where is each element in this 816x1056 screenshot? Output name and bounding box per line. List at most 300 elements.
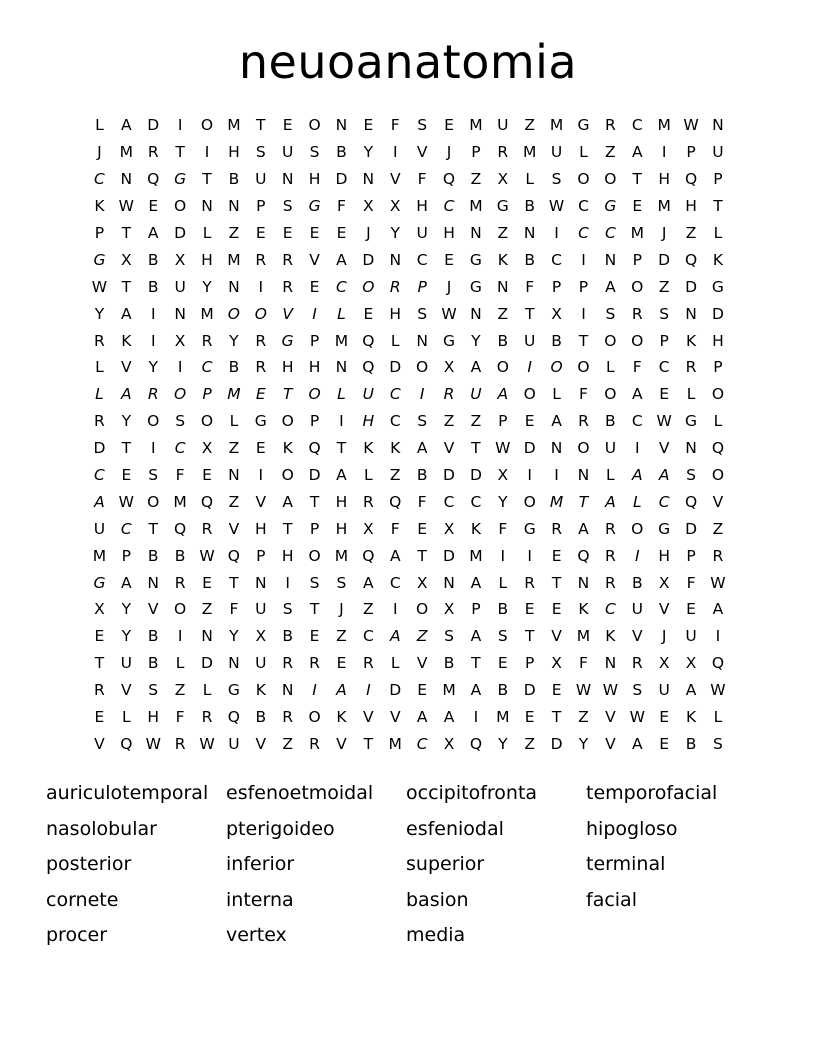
grid-letter[interactable]: F	[417, 492, 427, 511]
grid-letter[interactable]: X	[497, 466, 509, 485]
word-list-item[interactable]: esfenoetmoidal	[226, 782, 374, 804]
grid-letter[interactable]: O	[604, 170, 617, 189]
grid-letter[interactable]: E	[282, 116, 293, 135]
grid-letter[interactable]: N	[120, 170, 133, 189]
grid-letter[interactable]: H	[308, 358, 321, 377]
grid-letter[interactable]: Q	[147, 170, 160, 189]
grid-letter[interactable]: O	[523, 492, 536, 511]
grid-letter[interactable]: W	[548, 197, 565, 216]
grid-letter[interactable]: E	[255, 439, 266, 458]
grid-letter[interactable]: H	[416, 197, 428, 216]
grid-letter[interactable]: A	[121, 304, 132, 323]
grid-letter[interactable]: N	[604, 654, 617, 673]
grid-letter[interactable]: A	[363, 573, 374, 592]
grid-letter[interactable]: U	[550, 143, 563, 162]
grid-letter[interactable]: V	[658, 439, 670, 458]
grid-letter[interactable]: P	[309, 331, 320, 350]
grid-letter[interactable]: X	[658, 573, 670, 592]
grid-letter[interactable]: E	[659, 708, 670, 727]
grid-letter[interactable]: P	[309, 519, 320, 538]
grid-letter[interactable]: W	[575, 681, 592, 700]
grid-letter[interactable]: A	[497, 385, 509, 404]
grid-letter[interactable]: T	[471, 439, 481, 458]
grid-letter[interactable]: V	[605, 734, 616, 753]
grid-letter[interactable]: X	[389, 197, 401, 216]
grid-letter[interactable]: R	[685, 358, 697, 377]
grid-letter[interactable]: Q	[442, 170, 456, 189]
grid-letter[interactable]: F	[498, 519, 508, 538]
grid-letter[interactable]: N	[685, 304, 697, 323]
grid-letter[interactable]: V	[389, 170, 401, 189]
grid-letter[interactable]: T	[148, 519, 158, 538]
grid-letter[interactable]: I	[150, 331, 156, 350]
grid-letter[interactable]: X	[443, 519, 455, 538]
grid-letter[interactable]: S	[336, 573, 347, 592]
grid-letter[interactable]: D	[685, 519, 697, 538]
grid-letter[interactable]: O	[308, 385, 321, 404]
grid-letter[interactable]: P	[686, 546, 696, 565]
grid-letter[interactable]: Q	[120, 734, 133, 753]
grid-letter[interactable]: G	[523, 519, 536, 538]
grid-letter[interactable]: H	[685, 197, 697, 216]
grid-letter[interactable]: Q	[362, 358, 375, 377]
grid-letter[interactable]: A	[631, 385, 643, 404]
grid-letter[interactable]: R	[551, 519, 562, 538]
grid-letter[interactable]: H	[281, 358, 294, 377]
grid-letter[interactable]: B	[336, 143, 347, 162]
grid-letter[interactable]: N	[550, 439, 563, 458]
grid-letter[interactable]: B	[524, 250, 536, 269]
grid-letter[interactable]: R	[362, 492, 374, 511]
grid-letter[interactable]: N	[577, 466, 590, 485]
grid-letter[interactable]: R	[497, 143, 509, 162]
grid-letter[interactable]: E	[94, 627, 105, 646]
grid-letter[interactable]: I	[581, 250, 586, 269]
grid-letter[interactable]: I	[258, 277, 264, 296]
grid-letter[interactable]: P	[202, 385, 212, 404]
grid-letter[interactable]: R	[201, 331, 213, 350]
grid-letter[interactable]: R	[255, 250, 267, 269]
grid-letter[interactable]: A	[631, 466, 643, 485]
grid-letter[interactable]: Z	[658, 277, 670, 296]
grid-letter[interactable]: C	[362, 627, 374, 646]
grid-letter[interactable]: I	[554, 224, 559, 242]
grid-letter[interactable]: I	[339, 412, 344, 431]
grid-letter[interactable]: A	[336, 466, 347, 485]
grid-letter[interactable]: Z	[282, 734, 293, 753]
grid-letter[interactable]: A	[389, 627, 401, 646]
grid-letter[interactable]: B	[416, 466, 428, 485]
grid-letter[interactable]: I	[527, 546, 532, 565]
grid-letter[interactable]: O	[281, 466, 294, 485]
grid-letter[interactable]: Q	[684, 492, 698, 511]
grid-letter[interactable]: W	[118, 197, 134, 216]
grid-letter[interactable]: Q	[711, 654, 725, 673]
grid-letter[interactable]: L	[390, 331, 400, 350]
grid-letter[interactable]: V	[443, 439, 455, 458]
grid-letter[interactable]: P	[471, 600, 481, 619]
grid-letter[interactable]: A	[685, 681, 697, 700]
grid-letter[interactable]: R	[712, 546, 724, 565]
grid-letter[interactable]: Z	[685, 224, 697, 242]
grid-letter[interactable]: U	[255, 654, 267, 673]
grid-letter[interactable]: S	[148, 681, 159, 700]
grid-letter[interactable]: R	[604, 116, 616, 135]
grid-letter[interactable]: R	[174, 573, 186, 592]
grid-letter[interactable]: I	[634, 439, 640, 458]
grid-letter[interactable]: A	[121, 385, 132, 404]
grid-letter[interactable]: L	[95, 358, 104, 377]
grid-letter[interactable]: S	[686, 466, 696, 485]
grid-letter[interactable]: C	[94, 170, 105, 189]
grid-letter[interactable]: B	[685, 734, 697, 753]
grid-letter[interactable]: Y	[148, 358, 158, 377]
grid-letter[interactable]: E	[551, 600, 562, 619]
grid-letter[interactable]: F	[579, 654, 588, 673]
grid-letter[interactable]: A	[416, 708, 428, 727]
grid-letter[interactable]: T	[578, 331, 589, 350]
grid-letter[interactable]: D	[711, 304, 724, 323]
grid-letter[interactable]: A	[631, 143, 643, 162]
grid-letter[interactable]: Q	[684, 170, 698, 189]
grid-letter[interactable]: A	[605, 492, 616, 511]
word-list-item[interactable]: interna	[226, 888, 294, 911]
grid-letter[interactable]: T	[282, 385, 293, 404]
grid-letter[interactable]: N	[389, 250, 402, 269]
grid-letter[interactable]: B	[228, 170, 240, 189]
grid-letter[interactable]: E	[363, 116, 374, 135]
grid-letter[interactable]: C	[658, 492, 670, 511]
grid-letter[interactable]: C	[604, 600, 616, 619]
grid-letter[interactable]: I	[177, 627, 183, 646]
grid-letter[interactable]: M	[523, 143, 537, 162]
grid-letter[interactable]: Q	[308, 439, 321, 458]
grid-letter[interactable]: T	[94, 654, 105, 673]
grid-letter[interactable]: Y	[229, 331, 239, 350]
grid-letter[interactable]: P	[659, 331, 669, 350]
grid-letter[interactable]: O	[416, 358, 429, 377]
grid-letter[interactable]: K	[336, 708, 347, 727]
grid-letter[interactable]: P	[551, 277, 562, 296]
grid-letter[interactable]: B	[147, 627, 159, 646]
grid-letter[interactable]: B	[228, 358, 240, 377]
grid-letter[interactable]: E	[444, 250, 454, 269]
grid-letter[interactable]: O	[523, 385, 536, 404]
grid-letter[interactable]: I	[500, 546, 506, 565]
grid-letter[interactable]: L	[202, 681, 212, 700]
grid-letter[interactable]: U	[255, 600, 267, 619]
grid-letter[interactable]: E	[148, 197, 159, 216]
grid-letter[interactable]: I	[527, 466, 532, 485]
grid-letter[interactable]: T	[336, 439, 347, 458]
grid-letter[interactable]: K	[470, 519, 481, 538]
grid-letter[interactable]: O	[308, 116, 321, 135]
grid-letter[interactable]: D	[147, 116, 160, 135]
grid-letter[interactable]: O	[550, 358, 563, 377]
grid-letter[interactable]: D	[443, 546, 455, 565]
grid-letter[interactable]: X	[363, 197, 374, 216]
grid-letter[interactable]: A	[121, 116, 132, 135]
grid-letter[interactable]: W	[629, 708, 645, 727]
grid-letter[interactable]: D	[93, 439, 106, 458]
grid-letter[interactable]: E	[497, 654, 508, 673]
grid-letter[interactable]: W	[199, 546, 215, 565]
grid-letter[interactable]: D	[308, 466, 321, 485]
grid-letter[interactable]: S	[309, 573, 320, 592]
grid-letter[interactable]: X	[416, 573, 428, 592]
grid-letter[interactable]: T	[551, 573, 562, 592]
grid-letter[interactable]: O	[174, 385, 187, 404]
grid-letter[interactable]: I	[285, 573, 290, 592]
grid-letter[interactable]: K	[390, 439, 401, 458]
grid-letter[interactable]: Q	[362, 546, 375, 565]
grid-letter[interactable]: K	[578, 600, 589, 619]
grid-letter[interactable]: G	[604, 197, 617, 216]
grid-letter[interactable]: P	[256, 197, 266, 216]
grid-letter[interactable]: M	[657, 116, 671, 135]
grid-letter[interactable]: T	[309, 492, 320, 511]
grid-letter[interactable]: H	[712, 331, 724, 350]
grid-letter[interactable]: U	[416, 224, 428, 242]
grid-letter[interactable]: R	[604, 573, 616, 592]
grid-letter[interactable]: C	[443, 492, 455, 511]
grid-letter[interactable]: V	[363, 708, 374, 727]
grid-letter[interactable]: M	[657, 197, 671, 216]
grid-letter[interactable]: P	[525, 654, 535, 673]
grid-letter[interactable]: L	[175, 654, 185, 673]
grid-letter[interactable]: C	[389, 412, 401, 431]
grid-letter[interactable]: S	[444, 627, 454, 646]
grid-letter[interactable]: N	[497, 277, 509, 296]
grid-letter[interactable]: Z	[228, 439, 240, 458]
grid-letter[interactable]: R	[147, 385, 159, 404]
grid-letter[interactable]: Y	[121, 627, 132, 646]
grid-letter[interactable]: L	[525, 170, 535, 189]
grid-letter[interactable]: R	[362, 654, 374, 673]
grid-letter[interactable]: O	[577, 439, 590, 458]
grid-letter[interactable]: C	[174, 439, 186, 458]
grid-letter[interactable]: R	[201, 708, 213, 727]
grid-letter[interactable]: K	[363, 439, 374, 458]
grid-letter[interactable]: I	[473, 708, 479, 727]
grid-letter[interactable]: Z	[470, 412, 482, 431]
grid-letter[interactable]: B	[282, 627, 293, 646]
grid-letter[interactable]: G	[469, 277, 482, 296]
grid-letter[interactable]: O	[174, 600, 187, 619]
grid-letter[interactable]: O	[711, 385, 725, 404]
grid-letter[interactable]: C	[604, 224, 616, 242]
grid-letter[interactable]: Z	[389, 466, 401, 485]
word-list-item[interactable]: basion	[406, 888, 469, 911]
grid-letter[interactable]: L	[122, 708, 131, 727]
grid-letter[interactable]: B	[497, 681, 509, 700]
grid-letter[interactable]: O	[577, 358, 590, 377]
grid-letter[interactable]: A	[147, 224, 159, 242]
grid-letter[interactable]: V	[416, 654, 428, 673]
grid-letter[interactable]: B	[605, 412, 616, 431]
grid-letter[interactable]: P	[94, 224, 105, 242]
grid-letter[interactable]: B	[631, 573, 643, 592]
grid-letter[interactable]: T	[713, 197, 723, 216]
grid-letter[interactable]: V	[416, 143, 428, 162]
grid-letter[interactable]: D	[685, 277, 697, 296]
grid-letter[interactable]: L	[552, 385, 561, 404]
grid-letter[interactable]: B	[174, 546, 186, 565]
grid-letter[interactable]: R	[282, 277, 294, 296]
grid-letter[interactable]: Z	[443, 412, 455, 431]
grid-letter[interactable]: N	[604, 250, 617, 269]
grid-letter[interactable]: P	[256, 546, 266, 565]
grid-letter[interactable]: U	[362, 385, 375, 404]
grid-letter[interactable]: F	[579, 385, 588, 404]
word-list-item[interactable]: inferior	[226, 853, 295, 876]
grid-letter[interactable]: P	[309, 412, 320, 431]
grid-letter[interactable]: G	[227, 681, 240, 700]
grid-letter[interactable]: G	[281, 331, 294, 350]
grid-letter[interactable]: W	[495, 439, 511, 458]
grid-letter[interactable]: E	[121, 466, 132, 485]
grid-letter[interactable]: N	[362, 170, 375, 189]
grid-letter[interactable]: R	[282, 654, 294, 673]
grid-letter[interactable]: I	[177, 358, 183, 377]
grid-letter[interactable]: Z	[524, 734, 535, 753]
grid-letter[interactable]: I	[312, 304, 317, 323]
grid-letter[interactable]: V	[282, 304, 293, 323]
grid-letter[interactable]: V	[309, 250, 320, 269]
grid-letter[interactable]: X	[94, 600, 105, 619]
grid-letter[interactable]: E	[551, 546, 562, 565]
grid-letter[interactable]: E	[551, 681, 562, 700]
grid-letter[interactable]: P	[578, 277, 589, 296]
grid-letter[interactable]: G	[174, 170, 187, 189]
grid-letter[interactable]: T	[121, 439, 132, 458]
grid-letter[interactable]: R	[282, 250, 294, 269]
grid-letter[interactable]: H	[443, 224, 455, 242]
grid-letter[interactable]: N	[577, 573, 590, 592]
grid-letter[interactable]: A	[578, 519, 589, 538]
grid-letter[interactable]: I	[258, 466, 264, 485]
grid-letter[interactable]: I	[419, 385, 425, 404]
grid-letter[interactable]: B	[255, 708, 267, 727]
grid-letter[interactable]: D	[389, 681, 402, 700]
grid-letter[interactable]: W	[199, 734, 215, 753]
grid-letter[interactable]: K	[685, 708, 697, 727]
grid-letter[interactable]: O	[362, 277, 375, 296]
grid-letter[interactable]: A	[551, 412, 562, 431]
grid-letter[interactable]: U	[524, 331, 536, 350]
grid-letter[interactable]: L	[686, 385, 696, 404]
word-list-item[interactable]: cornete	[46, 888, 119, 911]
grid-letter[interactable]: O	[200, 116, 214, 135]
grid-letter[interactable]: L	[202, 224, 212, 242]
grid-letter[interactable]: F	[390, 519, 400, 538]
grid-letter[interactable]: I	[150, 439, 156, 458]
grid-letter[interactable]: A	[470, 358, 482, 377]
grid-letter[interactable]: L	[95, 116, 104, 135]
grid-letter[interactable]: F	[525, 277, 535, 296]
grid-letter[interactable]: E	[309, 224, 320, 242]
grid-letter[interactable]: A	[282, 492, 293, 511]
grid-letter[interactable]: R	[174, 734, 186, 753]
grid-letter[interactable]: F	[175, 708, 185, 727]
word-list-item[interactable]: occipitofronta	[406, 782, 538, 804]
grid-letter[interactable]: E	[444, 116, 454, 135]
grid-letter[interactable]: I	[715, 627, 721, 646]
grid-letter[interactable]: A	[470, 681, 482, 700]
grid-letter[interactable]: O	[147, 412, 160, 431]
grid-letter[interactable]: S	[551, 170, 562, 189]
grid-letter[interactable]: X	[685, 654, 697, 673]
grid-letter[interactable]: O	[147, 492, 160, 511]
grid-letter[interactable]: P	[471, 143, 481, 162]
grid-letter[interactable]: I	[150, 304, 156, 323]
grid-letter[interactable]: E	[659, 734, 670, 753]
grid-letter[interactable]: Q	[200, 492, 214, 511]
grid-letter[interactable]: J	[446, 143, 452, 162]
grid-letter[interactable]: K	[497, 250, 508, 269]
grid-letter[interactable]: O	[281, 412, 294, 431]
grid-letter[interactable]: M	[227, 385, 241, 404]
grid-letter[interactable]: Z	[524, 116, 535, 135]
grid-letter[interactable]: M	[630, 224, 644, 242]
word-list-item[interactable]: vertex	[226, 924, 287, 947]
grid-letter[interactable]: G	[308, 197, 321, 216]
grid-letter[interactable]: P	[632, 250, 642, 269]
grid-letter[interactable]: N	[201, 627, 213, 646]
grid-letter[interactable]: Y	[229, 627, 239, 646]
grid-letter[interactable]: S	[417, 304, 428, 323]
grid-letter[interactable]: Y	[390, 224, 400, 242]
grid-letter[interactable]: I	[177, 116, 183, 135]
grid-letter[interactable]: N	[201, 197, 213, 216]
grid-letter[interactable]: Y	[121, 600, 132, 619]
grid-letter[interactable]: N	[281, 170, 294, 189]
grid-letter[interactable]: N	[416, 331, 428, 350]
grid-letter[interactable]: I	[204, 143, 210, 162]
grid-letter[interactable]: L	[606, 466, 615, 485]
grid-letter[interactable]: T	[256, 116, 266, 135]
grid-letter[interactable]: R	[147, 143, 159, 162]
grid-letter[interactable]: O	[416, 600, 429, 619]
grid-letter[interactable]: L	[337, 385, 346, 404]
grid-letter[interactable]: H	[335, 492, 348, 511]
grid-letter[interactable]: D	[523, 681, 536, 700]
grid-letter[interactable]: B	[497, 331, 509, 350]
grid-letter[interactable]: T	[121, 224, 132, 242]
grid-letter[interactable]: N	[228, 466, 240, 485]
grid-letter[interactable]: L	[390, 654, 400, 673]
grid-letter[interactable]: R	[631, 304, 643, 323]
grid-letter[interactable]: R	[604, 519, 616, 538]
grid-letter[interactable]: L	[606, 358, 615, 377]
grid-letter[interactable]: E	[417, 519, 428, 538]
grid-letter[interactable]: R	[282, 708, 294, 727]
grid-letter[interactable]: H	[254, 519, 267, 538]
grid-letter[interactable]: V	[389, 708, 401, 727]
grid-letter[interactable]: I	[392, 143, 398, 162]
grid-letter[interactable]: L	[713, 708, 723, 727]
grid-letter[interactable]: R	[94, 412, 105, 431]
grid-letter[interactable]: Z	[363, 600, 374, 619]
grid-letter[interactable]: X	[255, 627, 267, 646]
grid-letter[interactable]: Y	[498, 492, 508, 511]
grid-letter[interactable]: Z	[497, 224, 509, 242]
grid-letter[interactable]: C	[94, 466, 105, 485]
grid-letter[interactable]: U	[712, 143, 724, 162]
grid-letter[interactable]: W	[91, 277, 108, 296]
grid-letter[interactable]: N	[174, 304, 186, 323]
grid-letter[interactable]: Z	[605, 143, 616, 162]
